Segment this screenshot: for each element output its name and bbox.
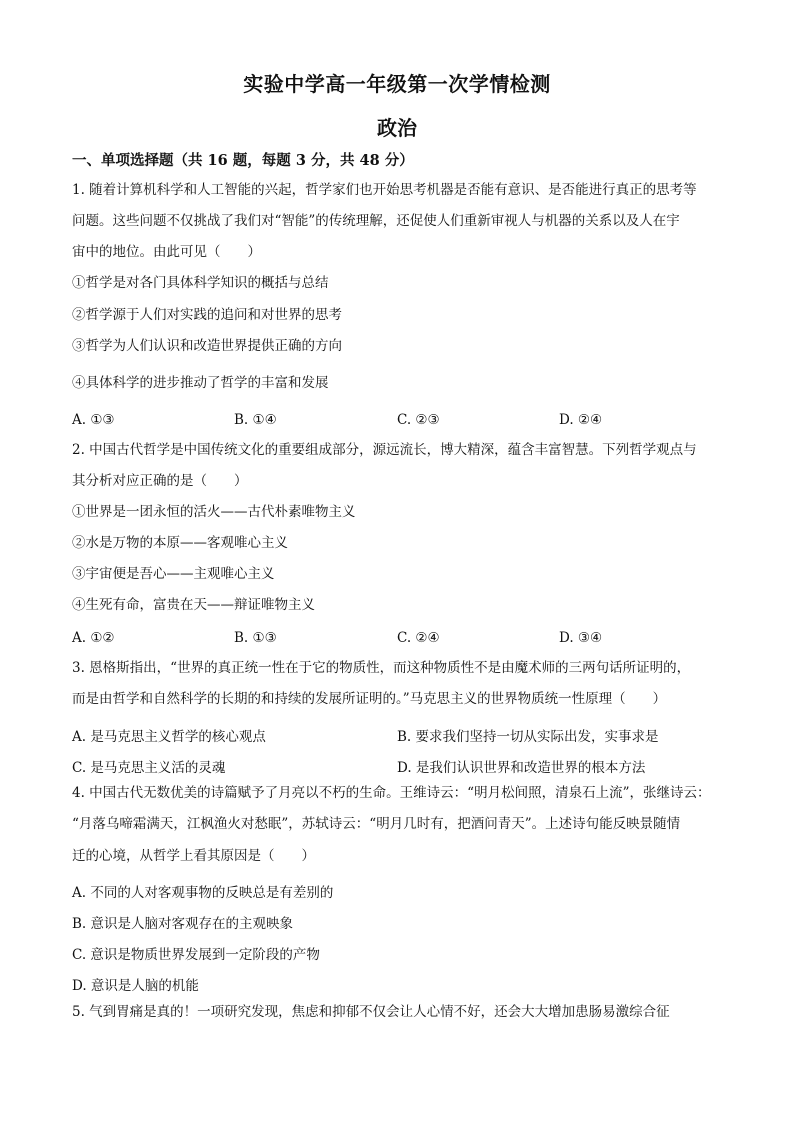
q1-option-b: B. ①④: [234, 412, 277, 428]
q2-item: ④生死有命，富贵在天——辩证唯物主义: [72, 597, 315, 613]
q2-item: ②水是万物的本原——客观唯心主义: [72, 535, 288, 551]
q4-option-c: C. 意识是物质世界发展到一定阶段的产物: [72, 947, 320, 963]
q2-stem-line: 2. 中国古代哲学是中国传统文化的重要组成部分，源远流长，博大精深，蕴含丰富智慧。下列哲学观点与: [72, 442, 697, 458]
q5-stem-line: 5. 气到胃痛是真的！一项研究发现，焦虑和抑郁不仅会让人心情不好，还会大大增加患肠易激综合征: [72, 1004, 670, 1020]
q3-stem-line: 而是由哲学和自然科学的长期的和持续的发展所证明的。”马克思主义的世界物质统一性原理（ ）: [72, 691, 667, 707]
q1-option-d: D. ②④: [559, 412, 603, 428]
q2-option-d: D. ③④: [559, 630, 603, 646]
q2-item: ③宇宙便是吾心——主观唯心主义: [72, 566, 275, 582]
q3-option-a: A. 是马克思主义哲学的核心观点: [72, 729, 266, 745]
q1-option-c: C. ②③: [397, 412, 440, 428]
q3-option-b: B. 要求我们坚持一切从实际出发，实事求是: [397, 729, 659, 745]
q1-stem-line: 宙中的地位。由此可见（ ）: [72, 244, 261, 260]
q4-stem-line: 迁的心境，从哲学上看其原因是（ ）: [72, 848, 315, 864]
q1-option-a: A. ①③: [72, 412, 115, 428]
q2-item: ①世界是一团永恒的活火——古代朴素唯物主义: [72, 504, 356, 520]
q3-stem-line: 3. 恩格斯指出，“世界的真正统一性在于它的物质性，而这种物质性不是由魔术师的三两句话所证明的，: [72, 660, 691, 676]
q4-stem-line: “月落乌啼霜满天，江枫渔火对愁眠”，苏轼诗云：“明月几时有，把酒问青天”。上述诗句能反映景随情: [72, 816, 681, 832]
q3-option-c: C. 是马克思主义活的灵魂: [72, 760, 226, 776]
q4-option-d: D. 意识是人脑的机能: [72, 978, 199, 994]
exam-subject: 政治: [377, 116, 417, 140]
q1-item: ①哲学是对各门具体科学知识的概括与总结: [72, 275, 329, 291]
q4-option-a: A. 不同的人对客观事物的反映总是有差别的: [72, 885, 334, 901]
q2-stem-line: 其分析对应正确的是（ ）: [72, 473, 248, 489]
q4-stem-line: 4. 中国古代无数优美的诗篇赋予了月亮以不朽的生命。王维诗云：“明月松间照，清泉石上流”，张继诗云：: [72, 785, 711, 801]
q1-item: ③哲学为人们认识和改造世界提供正确的方向: [72, 338, 342, 354]
q2-option-c: C. ②④: [397, 630, 440, 646]
exam-title: 实验中学高一年级第一次学情检测: [243, 72, 551, 96]
q3-option-d: D. 是我们认识世界和改造世界的根本方法: [397, 760, 646, 776]
q4-option-b: B. 意识是人脑对客观存在的主观映象: [72, 916, 294, 932]
q1-item: ②哲学源于人们对实践的追问和对世界的思考: [72, 307, 342, 323]
q2-option-a: A. ①②: [72, 630, 115, 646]
q1-stem-line: 1. 随着计算机科学和人工智能的兴起，哲学家们也开始思考机器是否能有意识、是否能进行真正的思考等: [72, 182, 697, 198]
q2-option-b: B. ①③: [234, 630, 277, 646]
q1-stem-line: 问题。这些问题不仅挑战了我们对“智能”的传统理解，还促使人们重新审视人与机器的关系以及人在宇: [72, 213, 680, 229]
section-heading: 一、单项选择题（共 16 题，每题 3 分，共 48 分）: [72, 152, 414, 169]
q1-item: ④具体科学的进步推动了哲学的丰富和发展: [72, 375, 329, 391]
